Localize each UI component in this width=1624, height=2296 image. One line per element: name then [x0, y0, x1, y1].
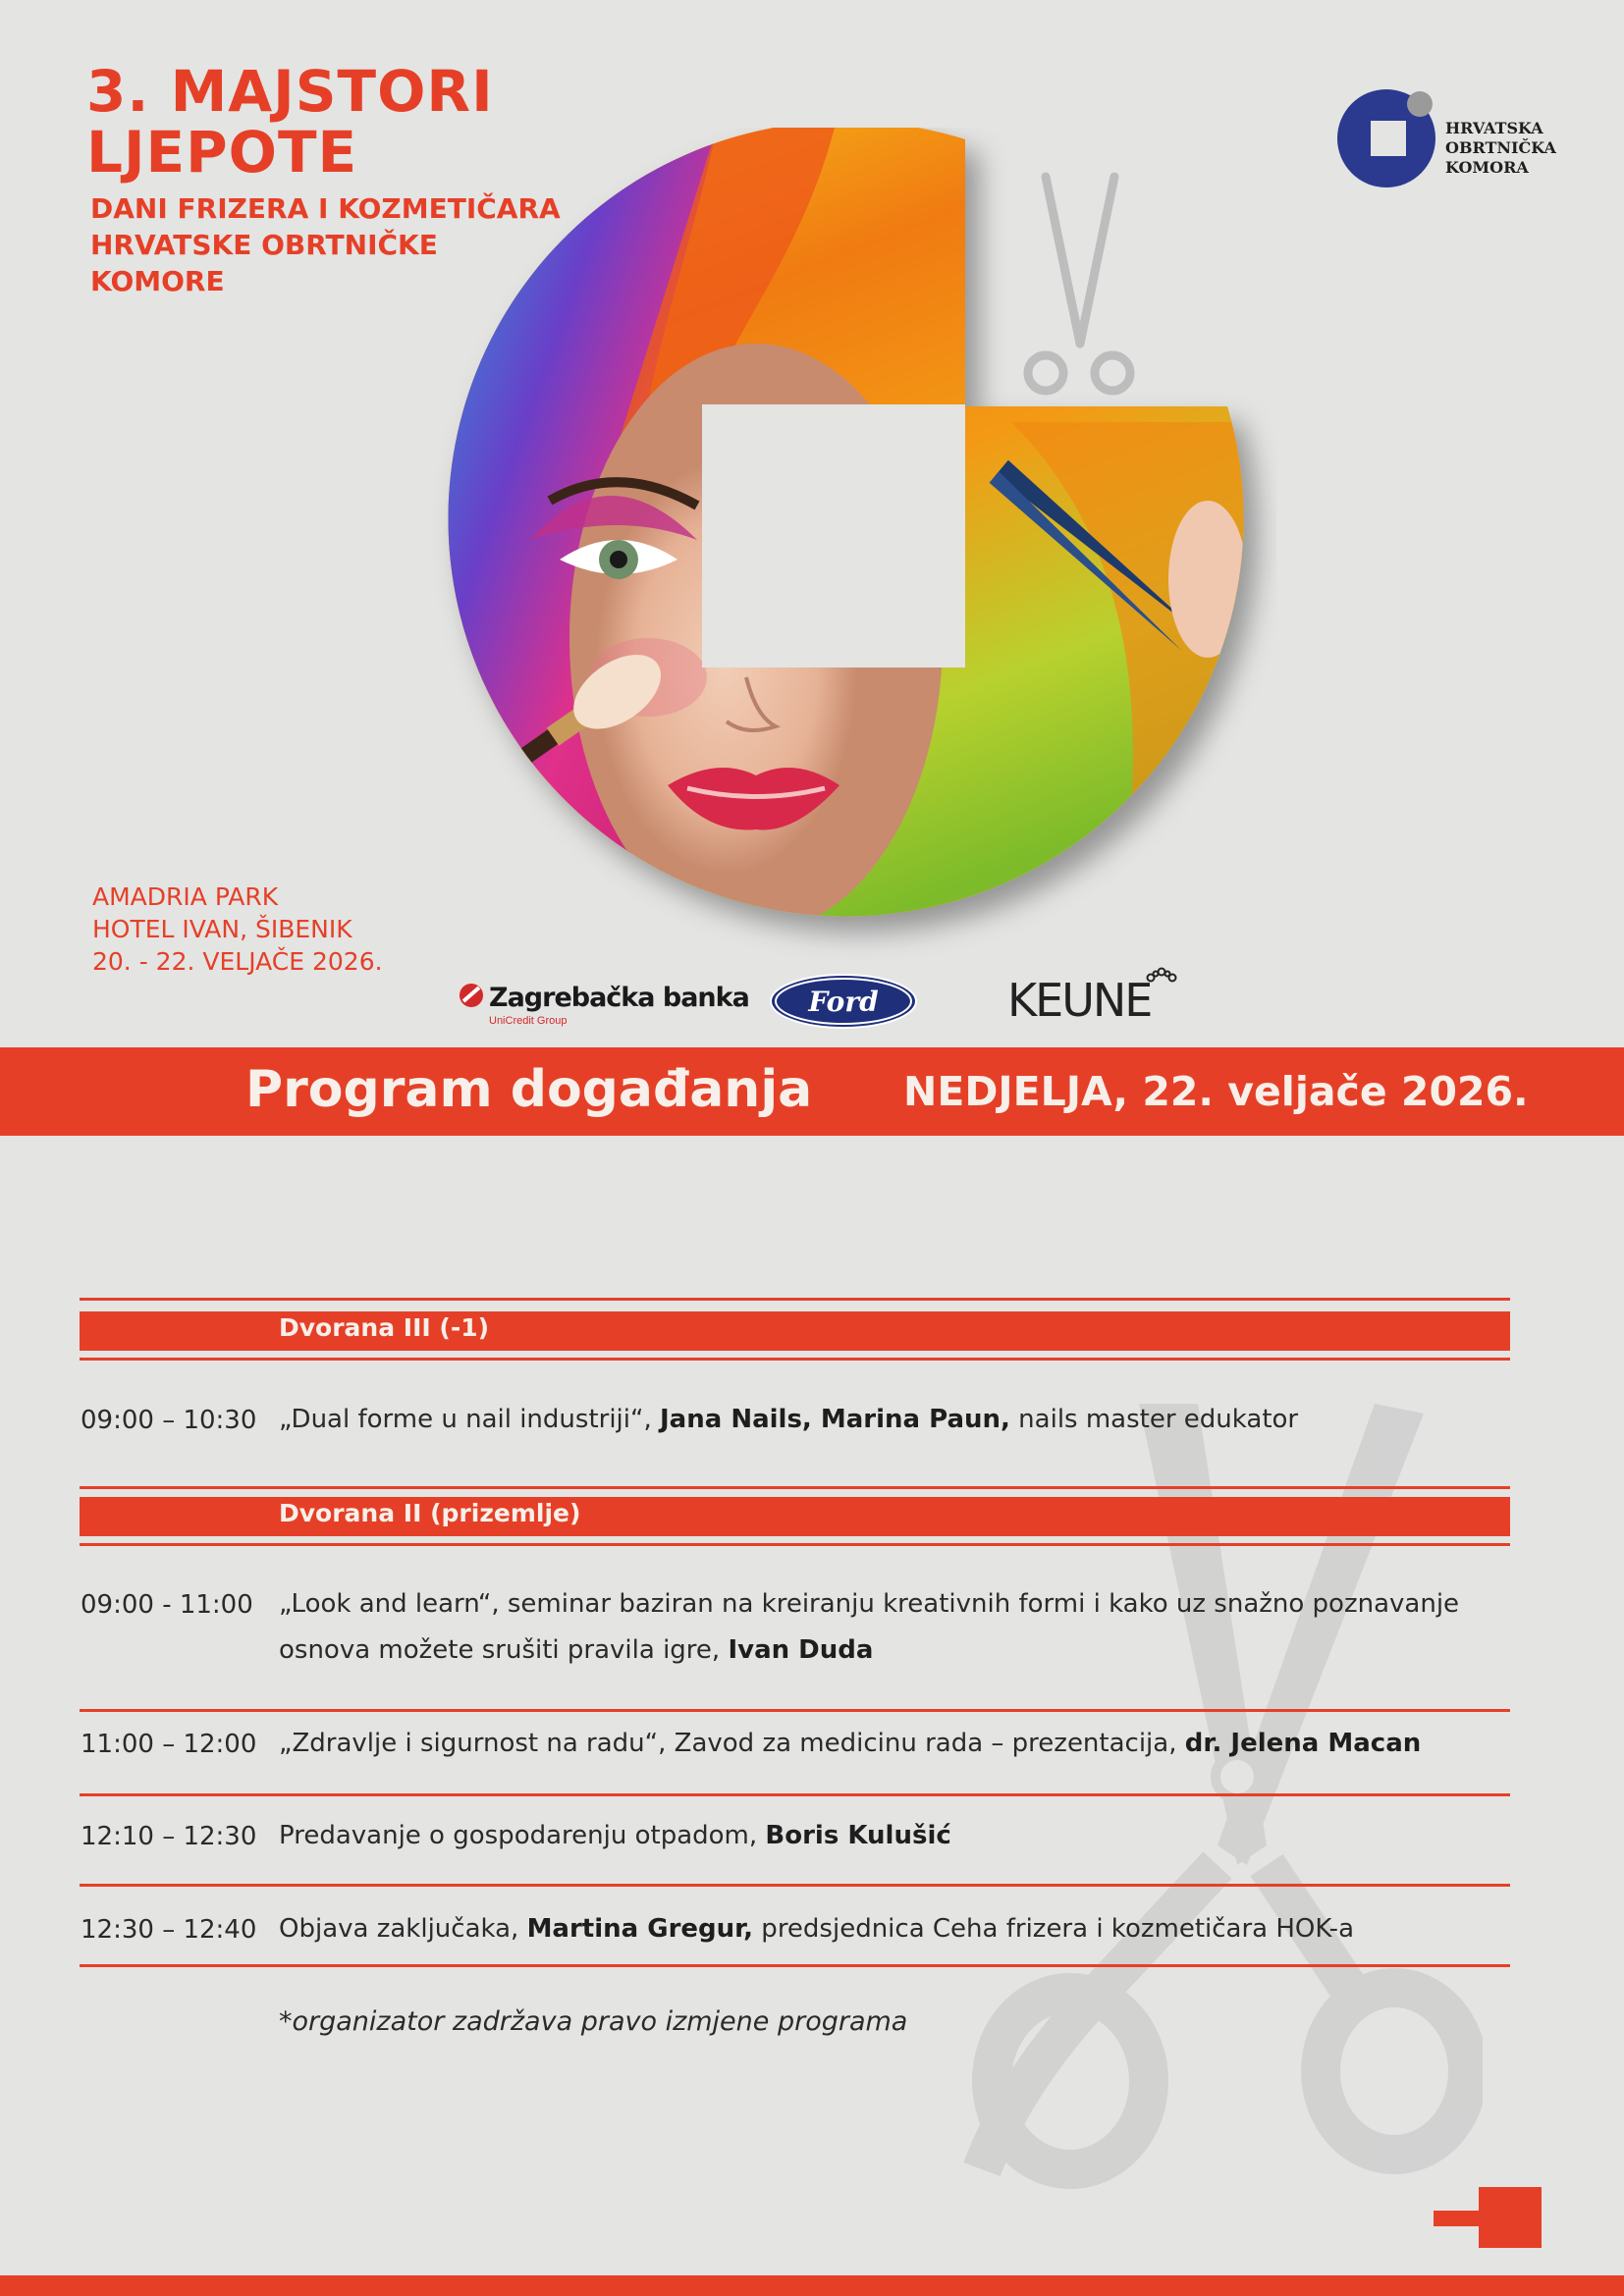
schedule-desc: [279, 1906, 1506, 1952]
organizer-note: *organizator zadržava pravo izmjene programa: [279, 2006, 908, 2037]
event-title-line2: LJEPOTE: [86, 119, 358, 186]
bottom-band: [0, 2275, 1624, 2296]
hok-line2: OBRTNIČKA: [1445, 138, 1556, 157]
sponsor-ford: Ford: [808, 986, 879, 1018]
speaker-name: dr. Jelena Macan: [1184, 1729, 1422, 1758]
schedule-time: 09:00 – 10:30: [81, 1406, 257, 1435]
venue-dates: 20. - 22. VELJAČE 2026.: [92, 947, 383, 976]
venue-info: [92, 881, 383, 978]
subtitle-line1: DANI FRIZERA I KOZMETIČARA: [90, 192, 561, 225]
hero-beauty-illustration: [422, 128, 1276, 962]
schedule-desc: [279, 1397, 1506, 1443]
sponsor-zaba-sub: UniCredit Group: [489, 1015, 568, 1027]
speaker-name: Martina Gregur,: [526, 1914, 754, 1944]
ford-logo-icon: [768, 972, 919, 1031]
rule: [80, 1486, 1510, 1489]
corner-mark-icon: [1434, 2187, 1542, 2248]
schedule-desc: [279, 1581, 1506, 1674]
schedule-desc: [279, 1813, 1506, 1859]
keune-crown-icon: [1145, 966, 1178, 989]
schedule-time: 12:10 – 12:30: [81, 1822, 257, 1851]
hall-label-2: Dvorana II (prizemlje): [279, 1499, 581, 1527]
speaker-name: Boris Kulušić: [765, 1821, 951, 1850]
desc-text: „Look and learn“, seminar baziran na kreiranju kreativnih formi i kako uz snažno poznavanje osnova možete srušiti pravila igre,: [279, 1589, 1460, 1665]
desc-text: predsjednica Ceha frizera i kozmetičara HOK-a: [753, 1914, 1354, 1944]
desc-text: nails master edukator: [1009, 1405, 1299, 1434]
subtitle-line2: HRVATSKE OBRTNIČKE: [90, 229, 438, 261]
rule: [80, 1793, 1510, 1796]
sponsor-zaba: Zagrebačka banka: [489, 983, 749, 1013]
hok-line1: HRVATSKA: [1445, 119, 1543, 137]
sponsor-keune: KEUNE: [1007, 974, 1152, 1027]
venue-line1: AMADRIA PARK: [92, 882, 279, 911]
event-title-line1: 3. MAJSTORI: [86, 58, 494, 125]
rule: [80, 1358, 1510, 1361]
rule: [80, 1709, 1510, 1712]
desc-text: „Dual forme u nail industriji“,: [279, 1405, 660, 1434]
program-title: Program događanja: [245, 1060, 813, 1119]
venue-line2: HOTEL IVAN, ŠIBENIK: [92, 915, 352, 943]
desc-text: „Zdravlje i sigurnost na radu“, Zavod za medicinu rada – prezentacija,: [279, 1729, 1185, 1758]
rule: [80, 1543, 1510, 1546]
rule: [80, 1298, 1510, 1301]
schedule-desc: [279, 1721, 1506, 1767]
desc-text: Predavanje o gospodarenju otpadom,: [279, 1821, 766, 1850]
speaker-name: Ivan Duda: [728, 1635, 874, 1665]
hok-logo-text: [1445, 119, 1556, 178]
rule: [80, 1884, 1510, 1887]
subtitle-line3: KOMORE: [90, 265, 225, 297]
schedule-time: 12:30 – 12:40: [81, 1915, 257, 1945]
hall-label-1: Dvorana III (-1): [279, 1313, 490, 1342]
hok-line3: KOMORA: [1445, 158, 1529, 177]
desc-text: Objava zaključaka,: [279, 1914, 527, 1944]
schedule-time: 11:00 – 12:00: [81, 1730, 257, 1759]
program-date: NEDJELJA, 22. veljače 2026.: [903, 1068, 1529, 1115]
rule: [80, 1964, 1510, 1967]
speaker-name: Jana Nails, Marina Paun,: [660, 1405, 1010, 1434]
schedule-time: 09:00 - 11:00: [81, 1590, 253, 1620]
